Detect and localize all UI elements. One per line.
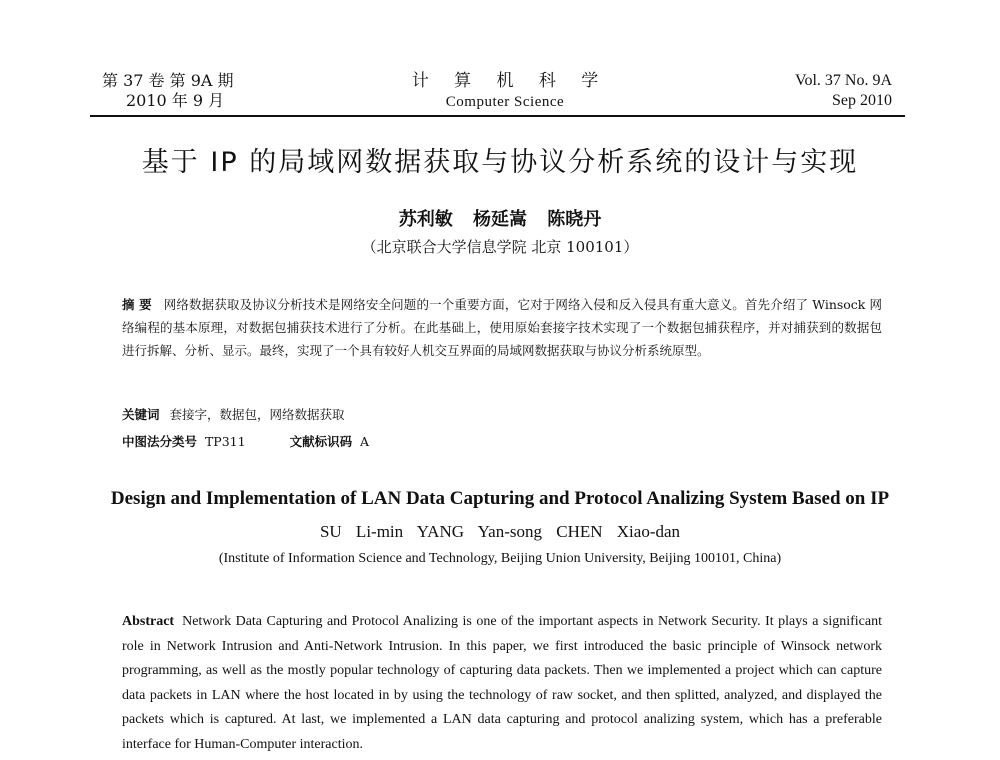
date-en: Sep 2010 [832,92,892,109]
classification-cn [122,432,369,452]
abstract-text-en: Network Data Capturing and Protocol Analizing is one of the important aspects in Network Security. It plays a significant role in Network Intrusion and Anti-Network Intrusion. In this paper, we first introduced the basic principle of Winsock network programming, as well as the mostly popular technology of capturing data packets. Then we implemented a project which can capture data packets in LAN where the host located in by using the technology of raw socket, and then splitted, analyzed, and displayed the packets which is captured. At last, we implemented a LAN data capturing and protocol analizing system, which has a preferable interface for Human-Computer interaction. [122,614,882,752]
journal-name-en: Computer Science [445,94,565,110]
date-cn: 2010 年 9 月 [126,91,225,110]
clc-label: 中图法分类号 [122,434,198,449]
keywords-text-cn: 套接字，数据包，网络数据获取 [169,407,345,422]
affiliation-cn: （北京联合大学信息学院 北京 100101） [361,238,639,256]
paper-title-en: Design and Implementation of LAN Data Capturing and Protocol Analizing System Based on IP [110,488,890,509]
keywords-cn [122,405,345,425]
abstract-cn [122,293,882,362]
paper-title-cn: 基于 IP 的局域网数据获取与协议分析系统的设计与实现 [141,147,859,178]
keywords-label-cn: 关键词 [122,407,160,422]
abstract-label-cn: 摘 要 [122,297,152,312]
abstract-text-cn: 网络数据获取及协议分析技术是网络安全问题的一个重要方面，它对于网络入侵和反入侵具有重大意义。首先介绍了 Winsock 网络编程的基本原理，对数据包捕获技术进行了分析。在此基础上，使用原始套接字技术实现了一个数据包捕获程序，并对捕获到的数据包进行拆解、分析、显示。最终，实现了一个具有较好人机交互界面的局域网数据获取与协议分析系统原型。 [122,297,882,358]
header-center [360,71,650,113]
authors-en: SU Li-min YANG Yan-song CHEN Xiao-dan [319,522,681,541]
header-left [102,71,234,111]
clc-value: TP311 [204,434,246,449]
header-rule [90,115,905,117]
volume-cn: 第 37 卷 第 9A 期 [102,71,234,90]
abstract-en [122,610,882,757]
abstract-label-en: Abstract [122,614,175,629]
volume-en: Vol. 37 No. 9A [794,72,892,89]
affiliation-en: (Institute of Information Science and Technology, Beijing Union University, Beijing 100101, China) [218,551,782,566]
doc-code-value: A [360,434,370,449]
doc-code-label: 文献标识码 [289,434,353,449]
authors-cn: 苏利敏 杨延嵩 陈晓丹 [398,209,602,230]
journal-name-cn: 计 算 机 科 学 [411,71,609,91]
header-right [795,71,892,111]
